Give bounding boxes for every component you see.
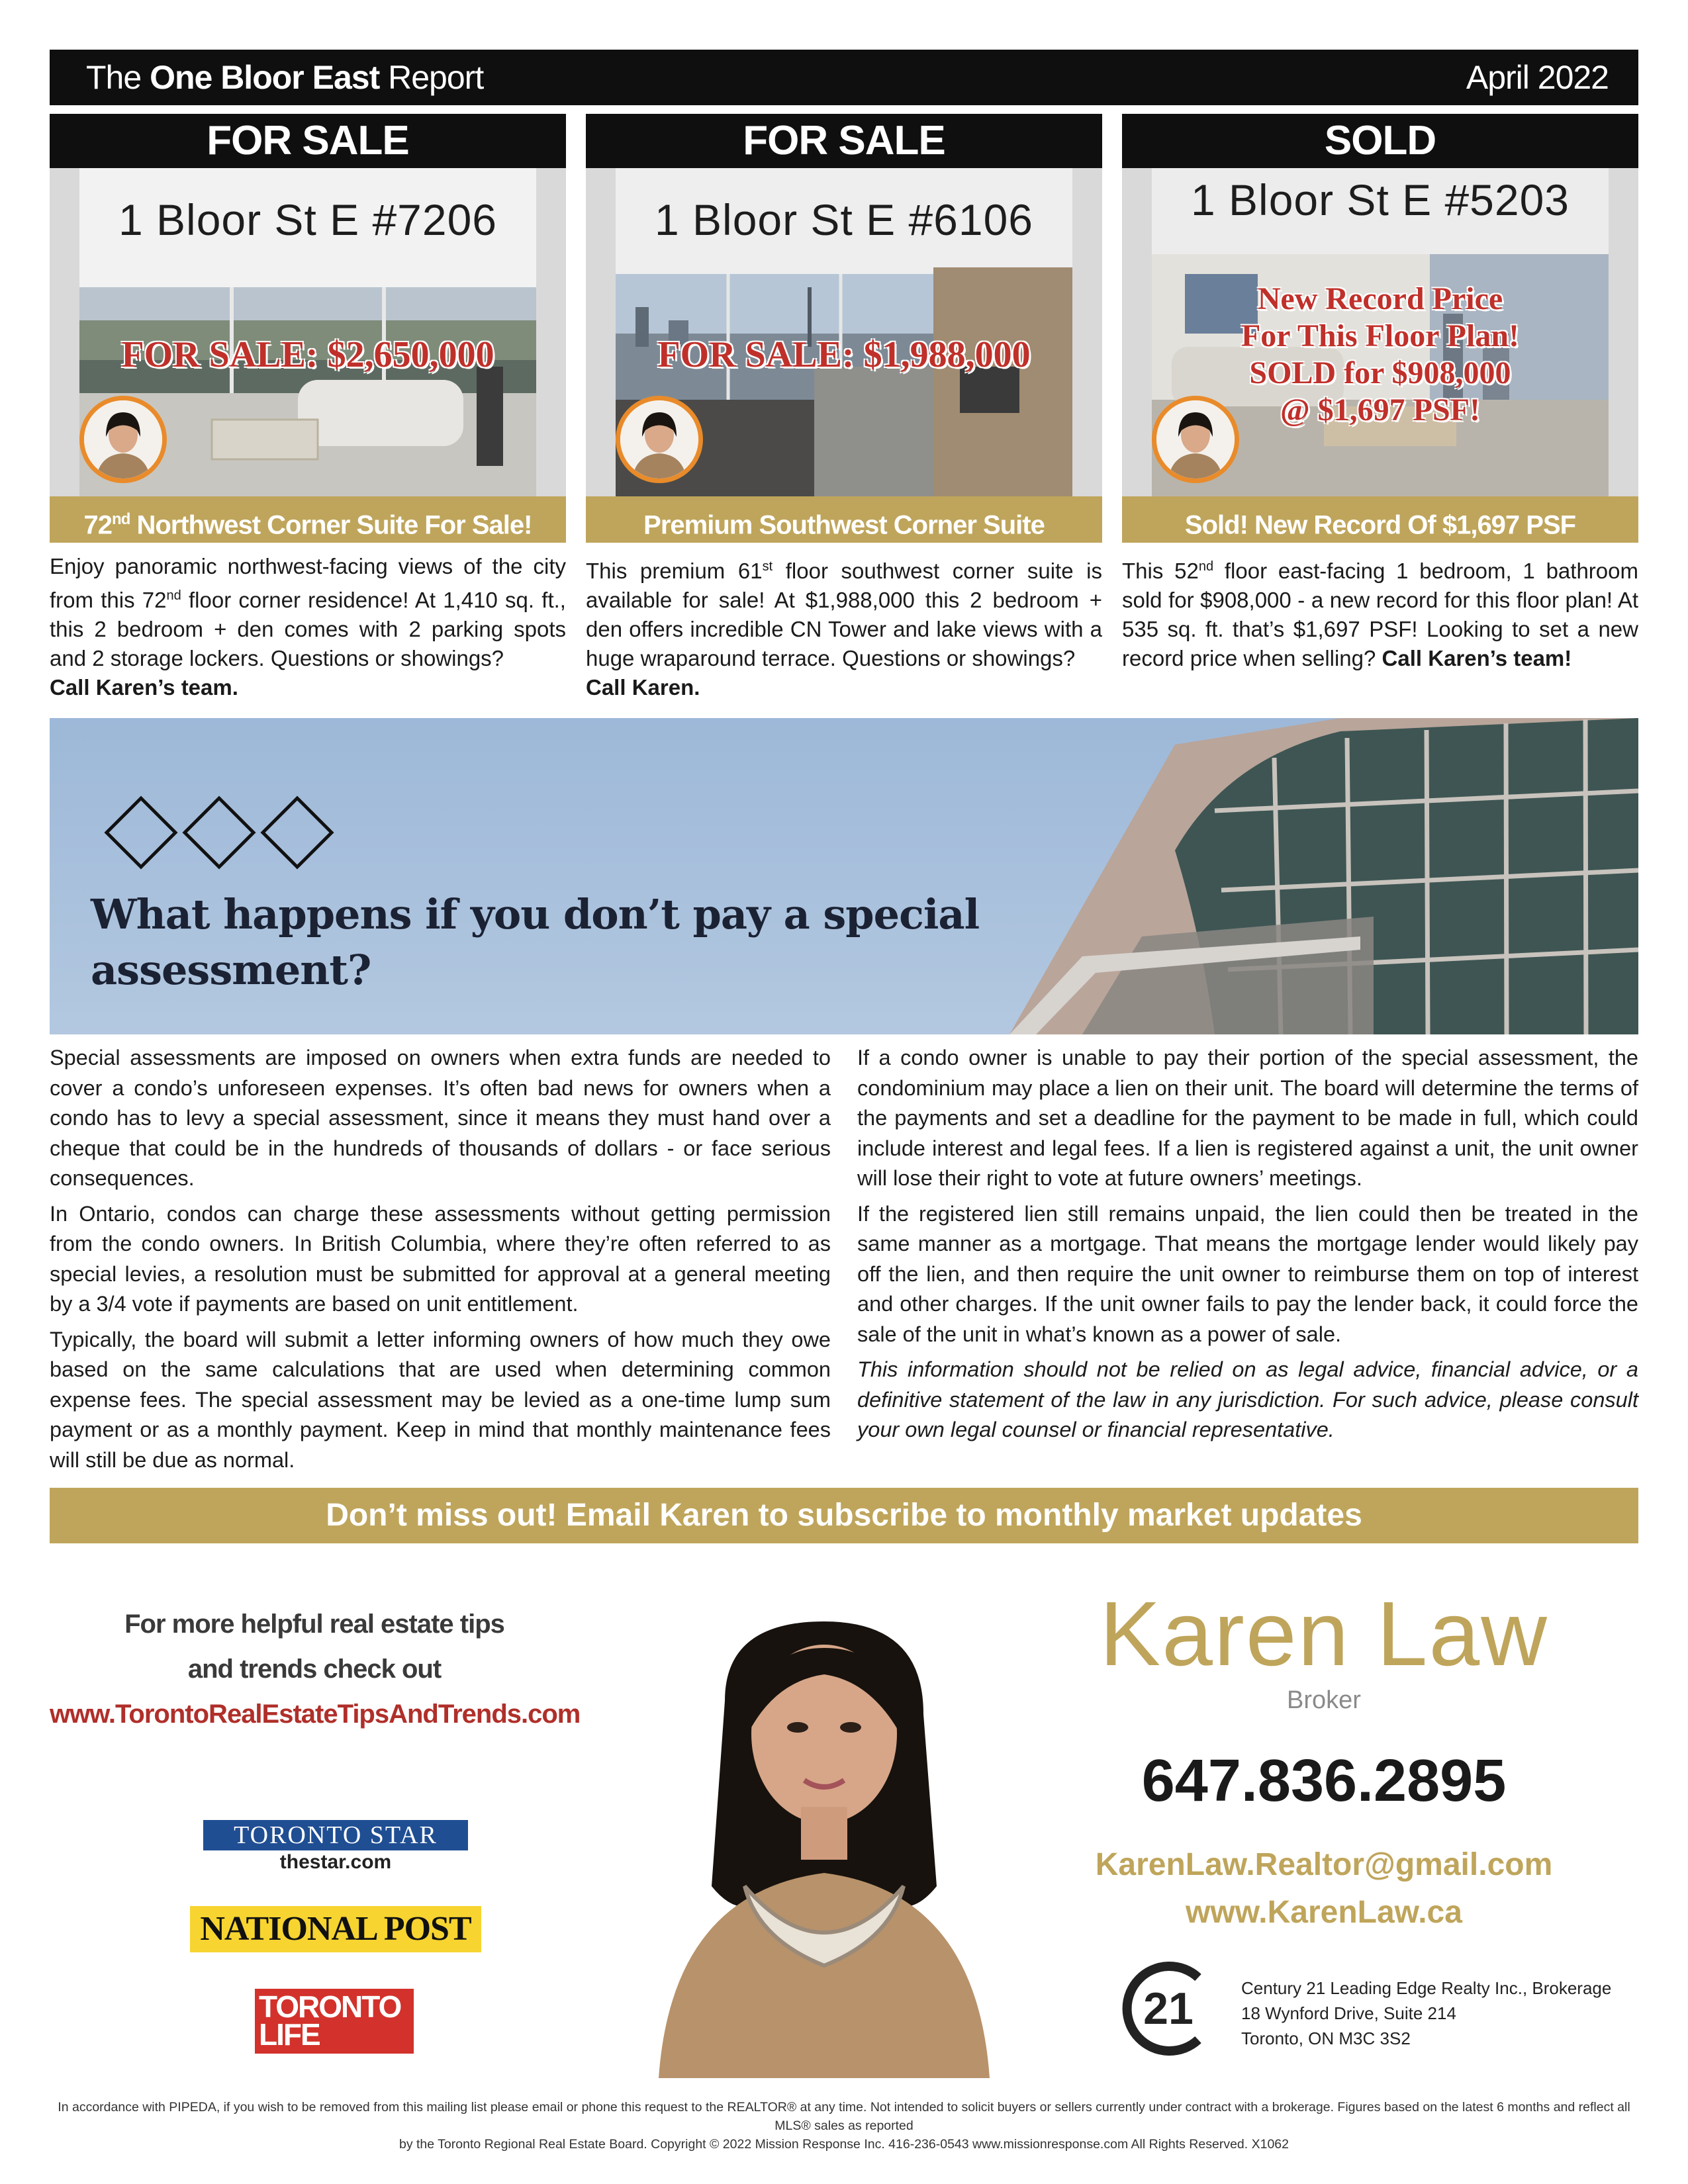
listing-address: 1 Bloor St E #6106 xyxy=(654,195,1034,244)
listing-caption: Sold! New Record Of $1,697 PSF xyxy=(1122,496,1638,543)
listing-card-6106[interactable] xyxy=(586,114,1102,702)
listing-card-5203[interactable] xyxy=(1122,114,1638,673)
article-column-left xyxy=(50,1043,831,1480)
tips-line: and trends check out xyxy=(187,1655,442,1684)
brokerage-line: Toronto, ON M3C 3S2 xyxy=(1241,2028,1411,2048)
tips-line: For more helpful real estate tips xyxy=(124,1610,504,1639)
report-header xyxy=(50,50,1638,105)
logo-text: TORONTO xyxy=(259,1989,401,2024)
article-paragraph: If a condo owner is unable to pay their portion of the special assessment, the condominium may place a lien on their unit. The board will determine the terms of the payments and set a deadline for the payment to be made in full, which could include interest and legal fees. If a lien is registered against a unit, the unit owner will lose their right to vote at future owners’ meetings. xyxy=(857,1046,1638,1190)
agent-avatar xyxy=(1152,396,1239,483)
agent-phone[interactable]: 647.836.2895 xyxy=(1141,1748,1507,1814)
subscribe-banner: Don’t miss out! Email Karen to subscribe to monthly market updates xyxy=(50,1488,1638,1543)
article-column-right xyxy=(857,1043,1638,1451)
agent-website-link[interactable]: www.KarenLaw.ca xyxy=(1186,1895,1462,1930)
agent-avatar xyxy=(79,396,167,483)
report-title: The One Bloor East Report xyxy=(86,59,484,96)
tips-promo xyxy=(50,1602,579,1737)
listing-address: 1 Bloor St E #7206 xyxy=(118,195,498,244)
listing-caption: 72nd Northwest Corner Suite For Sale! xyxy=(50,496,566,543)
brokerage-address xyxy=(1241,1976,1611,2051)
article-headline: What happens if you don’t pay a special assessment? xyxy=(91,890,980,994)
call-to-action: Call Karen’s team! xyxy=(1382,646,1572,670)
listing-description: Enjoy panoramic northwest-facing views of the city from this 72nd floor corner residence! At 1,410 sq. ft., this 2 bedroom + den comes with 2 parking spots and 2 storage lockers. Questions or showings? Call Karen’s team. xyxy=(50,554,566,700)
logo-text: TORONTO STAR xyxy=(203,1820,468,1850)
logo-subtext: thestar.com xyxy=(279,1851,392,1873)
listing-caption: Premium Southwest Corner Suite xyxy=(586,496,1102,543)
agent-portrait xyxy=(645,1608,1003,2078)
logo-text: LIFE xyxy=(259,2017,320,2052)
agent-name: Karen Law xyxy=(1100,1583,1548,1685)
article-paragraph: Typically, the board will submit a letter informing owners of how much they owe based on the same calculations that are used when determining common expense fees. The special assessment may be levied as a one-time lump sum payment or as a monthly payment. Keep in mind that monthly maintenance fees will still be due as normal. xyxy=(50,1327,831,1472)
listing-description: This 52nd floor east-facing 1 bedroom, 1 bathroom sold for $908,000 - a new record for this floor plan! At 535 sq. ft. that’s $1,697 PSF! Looking to set a new record price when selling? Call Karen’s team! xyxy=(1122,559,1638,670)
listing-address: 1 Bloor St E #5203 xyxy=(1190,175,1570,224)
listing-status: FOR SALE xyxy=(50,114,566,168)
listing-price-overlay: FOR SALE: $1,988,000 xyxy=(657,334,1031,375)
promo-line: SOLD for $908,000 xyxy=(1249,355,1511,390)
listing-photo xyxy=(586,168,1102,496)
article-banner xyxy=(50,718,1638,1034)
brokerage-line: 18 Wynford Drive, Suite 214 xyxy=(1241,2003,1456,2023)
article-paragraph: If the registered lien still remains unpaid, the lien could then be treated in the same manner as a mortgage. That means the mortgage lender would likely pay off the lien, and then require the unit owner to reimburse them on top of interest and other charges. If the unit owner fails to pay the lender back, it could force the sale of the unit in what’s known as a power of sale. xyxy=(857,1201,1638,1346)
report-date: April 2022 xyxy=(1466,59,1609,96)
tips-website-link[interactable]: www.TorontoRealEstateTipsAndTrends.com xyxy=(50,1700,581,1729)
listing-price-overlay: FOR SALE: $2,650,000 xyxy=(121,334,494,375)
c21-mark: 21 xyxy=(1143,1983,1194,2034)
listing-card-7206[interactable] xyxy=(50,114,566,702)
fine-print-line: In accordance with PIPEDA, if you wish to be removed from this mailing list please email or phone this request to the REALTOR® at any time. Not intended to solicit buyers or sellers currently under contract with a brokerage. Figures based on the latest 6 months and reflect all MLS® sales as reported xyxy=(58,2100,1630,2133)
call-to-action: Call Karen’s team. xyxy=(50,675,238,700)
agent-title: Broker xyxy=(1287,1686,1361,1714)
fine-print-line: by the Toronto Regional Real Estate Board. Copyright © 2022 Mission Response Inc. 416-236-0543 www.missionresponse.com All Rights Reserved. X1062 xyxy=(399,2137,1289,2152)
listing-photo xyxy=(50,168,566,496)
legal-fine-print xyxy=(50,2098,1638,2154)
listing-photo xyxy=(1122,168,1638,496)
brokerage-line: Century 21 Leading Edge Realty Inc., Brokerage xyxy=(1241,1978,1612,1998)
century21-logo xyxy=(1119,1959,1218,2058)
agent-avatar xyxy=(616,396,703,483)
listing-status: SOLD xyxy=(1122,114,1638,168)
article-paragraph: In Ontario, condos can charge these assessments without getting permission from the condo owners. In British Columbia, where they’re often referred to as special levies, a resolution must be submitted for approval at a general meeting by a 3/4 vote if payments are based on unit entitlement. xyxy=(50,1201,831,1316)
legal-disclaimer: This information should not be relied on as legal advice, financial advice, or a definitive statement of the law in any jurisdiction. For such advice, please consult your own legal counsel or financial representative. xyxy=(857,1357,1638,1441)
agent-email-link[interactable]: KarenLaw.Realtor@gmail.com xyxy=(1095,1847,1553,1882)
promo-line: @ $1,697 PSF! xyxy=(1280,392,1480,428)
toronto-star-logo xyxy=(203,1820,468,1874)
call-to-action: Call Karen. xyxy=(586,675,700,700)
promo-line: For This Floor Plan! xyxy=(1241,318,1520,353)
national-post-logo: NATIONAL POST xyxy=(190,1906,481,1952)
promo-line: New Record Price xyxy=(1257,281,1503,316)
diamond-ornament-icon xyxy=(103,794,341,874)
article-paragraph: Special assessments are imposed on owners when extra funds are needed to cover a condo’s unforeseen expenses. It’s often bad news for owners when a condo has to levy a special assessment, since it means they must hand over a cheque that could be in the hundreds of thousands of dollars - or face serious consequences. xyxy=(50,1046,831,1190)
listing-description: This premium 61st floor southwest corner suite is available for sale! At $1,988,000 this 2 bedroom + den offers incredible CN Tower and lake views with a huge wraparound terrace. Questions or showings? Call Karen. xyxy=(586,559,1102,700)
toronto-life-logo xyxy=(255,1989,414,2054)
listing-status: FOR SALE xyxy=(586,114,1102,168)
